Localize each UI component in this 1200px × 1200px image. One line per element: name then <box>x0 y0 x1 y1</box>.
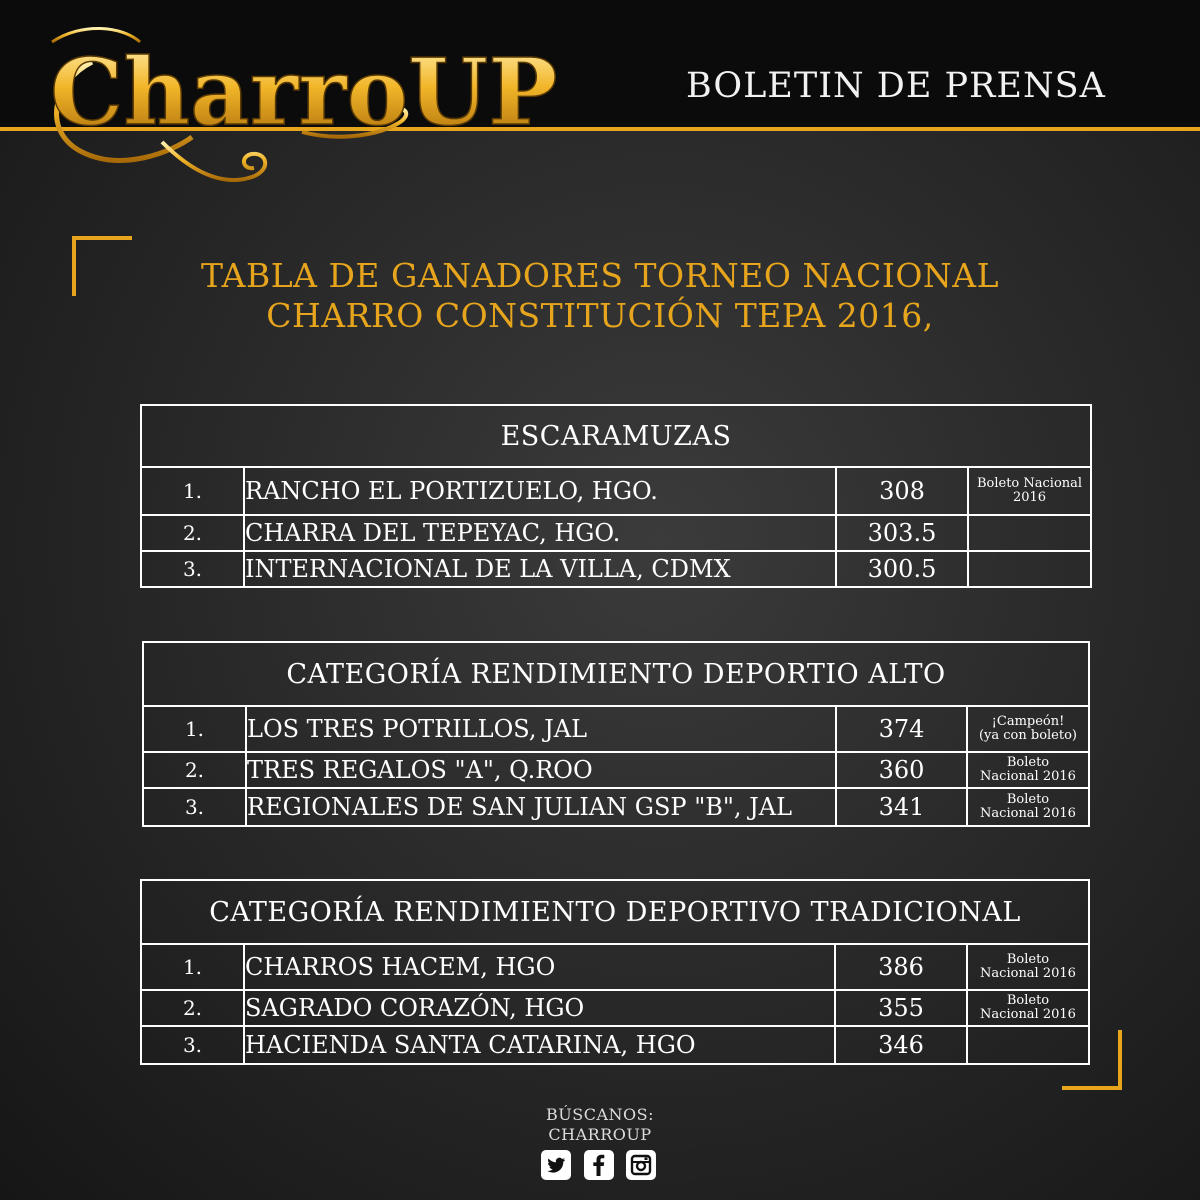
rank-cell: 1. <box>141 467 244 515</box>
note-cell <box>968 515 1091 551</box>
table-row <box>143 752 1089 788</box>
rank-cell: 2. <box>141 990 244 1026</box>
results-table-alto <box>142 641 1090 827</box>
score-cell: 300.5 <box>836 551 968 587</box>
score-cell: 360 <box>836 752 967 788</box>
page-title <box>100 256 1100 336</box>
note-cell <box>968 551 1091 587</box>
facebook-icon[interactable] <box>584 1150 614 1180</box>
table-heading: CATEGORÍA RENDIMIENTO DEPORTIO ALTO <box>143 642 1089 706</box>
team-cell: SAGRADO CORAZÓN, HGO <box>244 990 835 1026</box>
press-bulletin-label: BOLETIN DE PRENSA <box>686 66 1106 106</box>
rank-cell: 1. <box>143 706 246 752</box>
note-cell: Boleto Nacional 2016 <box>967 990 1089 1026</box>
title-line-1: TABLA DE GANADORES TORNEO NACIONAL <box>200 256 1000 295</box>
note-cell: Boleto Nacional 2016 <box>968 467 1091 515</box>
team-cell: REGIONALES DE SAN JULIAN GSP "B", JAL <box>246 788 836 826</box>
note-cell: ¡Campeón! (ya con boleto) <box>967 706 1089 752</box>
team-cell: LOS TRES POTRILLOS, JAL <box>246 706 836 752</box>
team-cell: CHARROS HACEM, HGO <box>244 944 835 990</box>
rank-cell: 3. <box>143 788 246 826</box>
rank-cell: 2. <box>141 515 244 551</box>
table-heading: ESCARAMUZAS <box>141 405 1091 467</box>
team-cell: CHARRA DEL TEPEYAC, HGO. <box>244 515 836 551</box>
team-cell: RANCHO EL PORTIZUELO, HGO. <box>244 467 836 515</box>
footer-search-label: BÚSCANOS: <box>546 1105 654 1124</box>
instagram-icon[interactable] <box>626 1150 656 1180</box>
table-row <box>141 551 1091 587</box>
score-cell: 374 <box>836 706 967 752</box>
title-line-2: CHARRO CONSTITUCIÓN TEPA 2016, <box>266 296 934 335</box>
logo-text: CharroUP <box>50 38 558 146</box>
rank-cell: 1. <box>141 944 244 990</box>
rank-cell: 3. <box>141 551 244 587</box>
score-cell: 308 <box>836 467 968 515</box>
score-cell: 341 <box>836 788 967 826</box>
table-row <box>143 788 1089 826</box>
table-heading: CATEGORÍA RENDIMIENTO DEPORTIVO TRADICIONAL <box>141 880 1089 944</box>
note-cell: Boleto Nacional 2016 <box>967 944 1089 990</box>
table-row <box>141 990 1089 1026</box>
team-cell: INTERNACIONAL DE LA VILLA, CDMX <box>244 551 836 587</box>
rank-cell: 2. <box>143 752 246 788</box>
note-cell: Boleto Nacional 2016 <box>967 788 1089 826</box>
score-cell: 346 <box>835 1026 967 1064</box>
results-table-escaramuzas <box>140 404 1092 588</box>
table-row <box>141 515 1091 551</box>
table-row <box>141 467 1091 515</box>
footer-handle: CHARROUP <box>548 1125 652 1144</box>
score-cell: 386 <box>835 944 967 990</box>
score-cell: 355 <box>835 990 967 1026</box>
table-row <box>141 944 1089 990</box>
score-cell: 303.5 <box>836 515 968 551</box>
twitter-icon[interactable] <box>541 1150 571 1180</box>
table-row <box>143 706 1089 752</box>
note-cell <box>967 1026 1089 1064</box>
table-row <box>141 1026 1089 1064</box>
rank-cell: 3. <box>141 1026 244 1064</box>
results-table-tradicional <box>140 879 1090 1065</box>
team-cell: TRES REGALOS "A", Q.ROO <box>246 752 836 788</box>
charroup-logo <box>22 12 558 202</box>
team-cell: HACIENDA SANTA CATARINA, HGO <box>244 1026 835 1064</box>
note-cell: Boleto Nacional 2016 <box>967 752 1089 788</box>
